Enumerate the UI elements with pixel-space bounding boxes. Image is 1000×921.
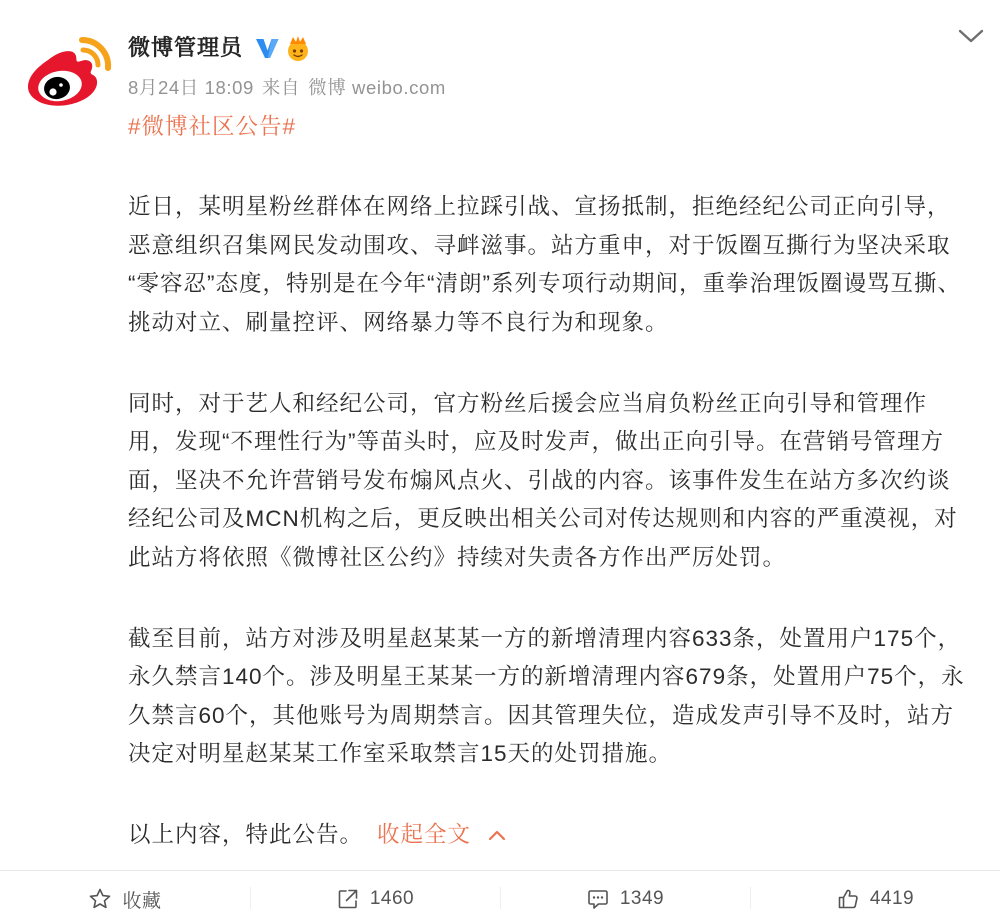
avatar[interactable] bbox=[24, 32, 116, 110]
post-meta bbox=[128, 76, 446, 100]
paragraph bbox=[128, 385, 988, 578]
author-name[interactable]: 微博管理员 bbox=[128, 35, 244, 60]
text-line: 决定对明星赵某某工作室采取禁言15天的处罚措施。 bbox=[128, 741, 673, 766]
closing-text: 以上内容，特此公告。 bbox=[128, 822, 364, 847]
collapse-label: 收起全文 bbox=[377, 822, 472, 847]
favorite-label: 收藏 bbox=[122, 890, 162, 912]
text-line: 久禁言60个，其他账号为周期禁言。因其管理失位，造成发声引导不及时，站方 bbox=[128, 702, 955, 728]
like-count: 4419 bbox=[869, 888, 915, 909]
paragraph bbox=[128, 188, 988, 342]
repost-count: 1460 bbox=[369, 888, 415, 909]
star-icon bbox=[88, 887, 112, 911]
text-line: 挑动对立、刷量控评、网络暴力等不良行为和现象。 bbox=[128, 309, 669, 335]
text-line: 面，坚决不允许营销号发布煽风点火、引战的内容。该事件发生在站方多次约谈 bbox=[128, 467, 951, 493]
comment-button[interactable] bbox=[500, 877, 750, 921]
like-button[interactable] bbox=[750, 877, 1000, 921]
weibo-logo-icon bbox=[24, 32, 116, 110]
thumbs-up-icon bbox=[836, 887, 860, 911]
author-row bbox=[128, 33, 313, 63]
paragraph bbox=[128, 620, 988, 774]
comment-count: 1349 bbox=[619, 888, 665, 909]
collapse-text-button[interactable] bbox=[377, 816, 507, 855]
share-icon bbox=[336, 887, 360, 911]
chevron-down-icon bbox=[954, 24, 988, 48]
comment-icon bbox=[586, 887, 610, 911]
text-line: 截至目前，站方对涉及明星赵某某一方的新增清理内容633条，处置用户175个， bbox=[128, 625, 962, 651]
text-line: 此站方将依照《微博社区公约》持续对失责各方作出严厉处罚。 bbox=[128, 544, 787, 570]
post-from-label: 来自 bbox=[261, 77, 301, 98]
closing-row bbox=[128, 816, 988, 855]
post-menu-button[interactable] bbox=[954, 24, 988, 48]
post-text bbox=[128, 188, 988, 855]
text-line: 近日，某明星粉丝群体在网络上拉踩引战、宣扬抵制，拒绝经纪公司正向引导， bbox=[128, 194, 951, 219]
member-badge-icon bbox=[283, 34, 313, 62]
text-line: 永久禁言140个。涉及明星王某某一方的新增清理内容679条，处置用户75个，永 bbox=[128, 664, 965, 689]
repost-button[interactable] bbox=[250, 877, 500, 921]
hashtag-link[interactable]: #微博社区公告# bbox=[128, 114, 297, 139]
text-line: 用，发现“不理性行为”等苗头时，应及时发声，做出正向引导。在营销号管理方 bbox=[128, 429, 944, 454]
favorite-button[interactable] bbox=[0, 877, 250, 921]
post-source[interactable]: 微博 weibo.com bbox=[308, 77, 446, 98]
text-line: 同时，对于艺人和经纪公司，官方粉丝后援会应当肩负粉丝正向引导和管理作 bbox=[128, 390, 928, 416]
text-line: 恶意组织召集网民发动围攻、寻衅滋事。站方重申，对于饭圈互撕行为坚决采取 bbox=[128, 232, 951, 258]
action-bar bbox=[0, 870, 1000, 921]
verified-v-icon bbox=[254, 35, 280, 61]
text-line: 经纪公司及MCN机构之后，更反映出相关公司对传达规则和内容的严重漠视，对 bbox=[128, 506, 958, 531]
chevron-up-icon bbox=[487, 828, 507, 842]
text-line: “零容忍”态度，特别是在今年“清朗”系列专项行动期间，重拳治理饭圈谩骂互撕、 bbox=[128, 271, 961, 296]
post-time[interactable]: 8月24日 18:09 bbox=[128, 77, 254, 98]
